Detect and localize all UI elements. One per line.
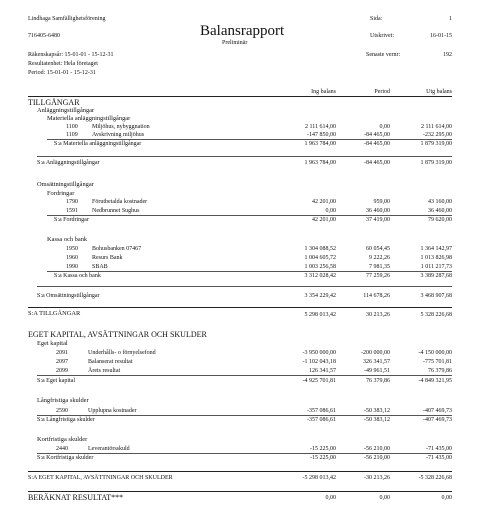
period-amount: 36 460,00 bbox=[366, 208, 390, 214]
opening-balance: -15 225,00 bbox=[310, 446, 336, 452]
account-name: SBAB bbox=[92, 264, 108, 270]
opening-balance: -1 102 043,18 bbox=[302, 359, 336, 365]
account-number: 1950 bbox=[66, 246, 78, 252]
fiscal-year: Räkenskapsår: 15-01-01 - 15-12-31 bbox=[28, 52, 114, 58]
org-number: 716405-6480 bbox=[28, 33, 60, 39]
total-label: S:A EGET KAPITAL, AVSÄTTNINGAR OCH SKULDER bbox=[28, 475, 173, 481]
account-number: 1109 bbox=[66, 132, 78, 138]
closing-balance: 3 389 287,68 bbox=[420, 273, 452, 279]
col-opening: Ing balans bbox=[311, 89, 336, 95]
header-rule bbox=[28, 96, 452, 97]
total-label: S:A TILLGÅNGAR bbox=[28, 310, 81, 317]
closing-balance: 0,00 bbox=[441, 495, 452, 501]
period-amount: -49 961,51 bbox=[364, 368, 390, 374]
period-amount: 0,00 bbox=[379, 124, 390, 130]
opening-balance: 1 963 784,00 bbox=[304, 141, 336, 147]
period-amount: -200 000,00 bbox=[361, 350, 390, 356]
tangible-assets-heading: Materiella anläggningstillgångar bbox=[47, 115, 131, 122]
total-rule bbox=[28, 471, 452, 472]
subtotal-label: S:a Kortfristiga skulder bbox=[37, 455, 94, 461]
account-name: Bohusbanken 07467 bbox=[92, 246, 142, 252]
period-amount: -30 213,26 bbox=[364, 475, 390, 481]
org-name: Lindhaga Samfällighetsförening bbox=[28, 16, 106, 22]
opening-balance: 5 298 013,42 bbox=[304, 312, 336, 318]
page-value: 1 bbox=[449, 16, 452, 22]
subtotal-label: S:a Långfristiga skulder bbox=[37, 417, 95, 423]
subtotal-label: S:a Anläggningstillgångar bbox=[37, 160, 100, 166]
account-name: Underhålls- o förnyelsefond bbox=[88, 350, 156, 356]
period-amount: 114 678,26 bbox=[363, 293, 390, 299]
period-amount: 76 379,86 bbox=[366, 378, 390, 384]
account-number: 2440 bbox=[56, 446, 68, 452]
account-number: 2091 bbox=[56, 350, 68, 356]
period-amount: 30 213,26 bbox=[366, 312, 390, 318]
opening-balance: -357 086,61 bbox=[307, 417, 336, 423]
opening-balance: 1 004 605,72 bbox=[304, 255, 336, 261]
account-number: 2099 bbox=[56, 368, 68, 374]
page-label: Sida: bbox=[370, 16, 383, 22]
closing-balance: -4 849 321,95 bbox=[418, 378, 452, 384]
subtotal-label: S:a Kassa och bank bbox=[54, 273, 101, 279]
account-number: 2590 bbox=[56, 408, 68, 414]
opening-balance: -5 298 013,42 bbox=[302, 475, 336, 481]
period-amount: 9 222,26 bbox=[369, 255, 390, 261]
assets-heading: TILLGÅNGAR bbox=[28, 98, 80, 107]
account-number: 1960 bbox=[66, 255, 78, 261]
opening-balance: 3 354 229,42 bbox=[304, 293, 336, 299]
account-name: Resurs Bank bbox=[92, 255, 123, 261]
closing-balance: 2 111 614,00 bbox=[420, 124, 452, 130]
opening-balance: 2 111 614,00 bbox=[304, 124, 336, 130]
subtotal-rule bbox=[37, 453, 452, 454]
last-voucher-value: 192 bbox=[443, 52, 452, 58]
closing-balance: 79 620,00 bbox=[428, 217, 452, 223]
subtotal-rule bbox=[47, 139, 452, 140]
receivables-heading: Fordringar bbox=[47, 190, 75, 197]
account-name: Nedbrunnet Sughus bbox=[92, 208, 140, 214]
closing-balance: 1 879 319,00 bbox=[420, 160, 452, 166]
period-amount: 60 054,45 bbox=[366, 246, 390, 252]
col-closing: Utg balans bbox=[426, 89, 452, 95]
closing-balance: 3 468 907,68 bbox=[420, 293, 452, 299]
opening-balance: 42 201,00 bbox=[312, 199, 336, 205]
account-name: Avskrivning miljöhus bbox=[92, 132, 145, 138]
closing-balance: -407 469,73 bbox=[423, 417, 452, 423]
opening-balance: -15 225,00 bbox=[310, 455, 336, 461]
account-name: Miljöhus, nybyggnation bbox=[92, 124, 150, 130]
account-name: Leverantörsskuld bbox=[88, 446, 130, 452]
closing-balance: -4 150 000,00 bbox=[418, 350, 452, 356]
period-amount: -56 210,00 bbox=[364, 455, 390, 461]
opening-balance: 126 341,57 bbox=[309, 368, 336, 374]
opening-balance: -147 850,00 bbox=[307, 132, 336, 138]
opening-balance: -4 925 701,81 bbox=[302, 378, 336, 384]
current-assets-heading: Omsättningstillgångar bbox=[37, 181, 94, 188]
fixed-assets-heading: Anläggningstillgångar bbox=[37, 107, 95, 114]
liabilities-heading: EGET KAPITAL, AVSÄTTNINGAR OCH SKULDER bbox=[28, 330, 207, 339]
period-amount: -50 383,12 bbox=[364, 408, 390, 414]
report-title: Balansrapport bbox=[200, 23, 285, 39]
closing-balance: 1 879 319,00 bbox=[420, 141, 452, 147]
account-number: 1591 bbox=[66, 208, 78, 214]
account-name: Årets resultat bbox=[88, 368, 121, 374]
subtotal-rule bbox=[47, 215, 452, 216]
closing-balance: -5 328 226,68 bbox=[418, 475, 452, 481]
period-amount: 77 259,26 bbox=[366, 273, 390, 279]
closing-balance: -775 701,81 bbox=[423, 359, 452, 365]
period-amount: -56 210,00 bbox=[364, 446, 390, 452]
subtotal-rule bbox=[37, 375, 452, 376]
account-number: 2097 bbox=[56, 359, 68, 365]
closing-balance: 76 379,86 bbox=[428, 368, 452, 374]
result-label: BERÄKNAT RESULTAT*** bbox=[28, 493, 124, 502]
period: Period: 15-01-01 - 15-12-31 bbox=[28, 70, 96, 76]
subtotal-label: S:a Omsättningstillgångar bbox=[37, 293, 100, 299]
result-rule bbox=[28, 491, 452, 492]
total-rule bbox=[28, 307, 452, 308]
period-amount: -84 465,00 bbox=[364, 132, 390, 138]
period-amount: 326 341,57 bbox=[363, 359, 390, 365]
period-amount: 959,00 bbox=[373, 199, 390, 205]
result-unit: Resultatenhet: Hela företaget bbox=[28, 61, 98, 67]
opening-balance: 0,00 bbox=[325, 495, 336, 501]
period-amount: 37 419,00 bbox=[366, 217, 390, 223]
closing-balance: -71 435,00 bbox=[426, 446, 452, 452]
subtotal-label: S:a Eget kapital bbox=[37, 378, 75, 384]
closing-balance: -71 435,00 bbox=[426, 455, 452, 461]
closing-balance: -232 295,00 bbox=[423, 132, 452, 138]
long-term-heading: Långfristiga skulder bbox=[37, 397, 89, 404]
opening-balance: -3 950 000,00 bbox=[302, 350, 336, 356]
printed-label: Utskrivet: bbox=[370, 33, 394, 39]
closing-balance: 36 460,00 bbox=[428, 208, 452, 214]
opening-balance: 1 003 256,58 bbox=[304, 264, 336, 270]
subtotal-rule bbox=[37, 415, 452, 416]
opening-balance: -357 086,61 bbox=[307, 408, 336, 414]
closing-balance: -407 469,73 bbox=[423, 408, 452, 414]
opening-balance: 3 312 028,42 bbox=[304, 273, 336, 279]
account-number: 1100 bbox=[66, 124, 78, 130]
opening-balance: 0,00 bbox=[325, 208, 336, 214]
account-number: 1990 bbox=[66, 264, 78, 270]
subtotal-rule bbox=[37, 156, 452, 157]
report-subtitle: Preliminär bbox=[222, 40, 248, 46]
subtotal-rule bbox=[37, 286, 452, 287]
period-amount: -50 383,12 bbox=[364, 417, 390, 423]
subtotal-rule bbox=[47, 271, 452, 272]
closing-balance: 1 011 217,73 bbox=[420, 264, 452, 270]
closing-balance: 5 328 226,68 bbox=[420, 312, 452, 318]
opening-balance: 42 201,00 bbox=[312, 217, 336, 223]
period-amount: 7 981,35 bbox=[369, 264, 390, 270]
period-amount: -84 465,00 bbox=[364, 141, 390, 147]
account-name: Förutbetalda kostnader bbox=[92, 199, 148, 205]
subtotal-label: S:a Fordringar bbox=[54, 217, 89, 223]
account-name: Balanserat resultat bbox=[88, 359, 133, 365]
account-number: 1790 bbox=[66, 199, 78, 205]
cash-bank-heading: Kassa och bank bbox=[47, 236, 88, 243]
period-amount: -84 465,00 bbox=[364, 160, 390, 166]
period-amount: 0,00 bbox=[379, 495, 390, 501]
last-voucher-label: Senaste vernr: bbox=[366, 52, 401, 58]
opening-balance: 1 963 784,00 bbox=[304, 160, 336, 166]
closing-balance: 43 160,00 bbox=[428, 199, 452, 205]
equity-heading: Eget kapital bbox=[37, 340, 68, 347]
col-period: Period bbox=[374, 89, 390, 95]
account-name: Upplupna kostnader bbox=[88, 408, 137, 414]
subtotal-label: S:a Materiella anläggningstillgångar bbox=[54, 141, 142, 147]
closing-balance: 1 364 142,97 bbox=[420, 246, 452, 252]
short-term-heading: Kortfristiga skulder bbox=[37, 436, 88, 443]
closing-balance: 1 013 826,98 bbox=[420, 255, 452, 261]
printed-value: 16-01-15 bbox=[430, 33, 452, 39]
opening-balance: 1 304 088,52 bbox=[304, 246, 336, 252]
